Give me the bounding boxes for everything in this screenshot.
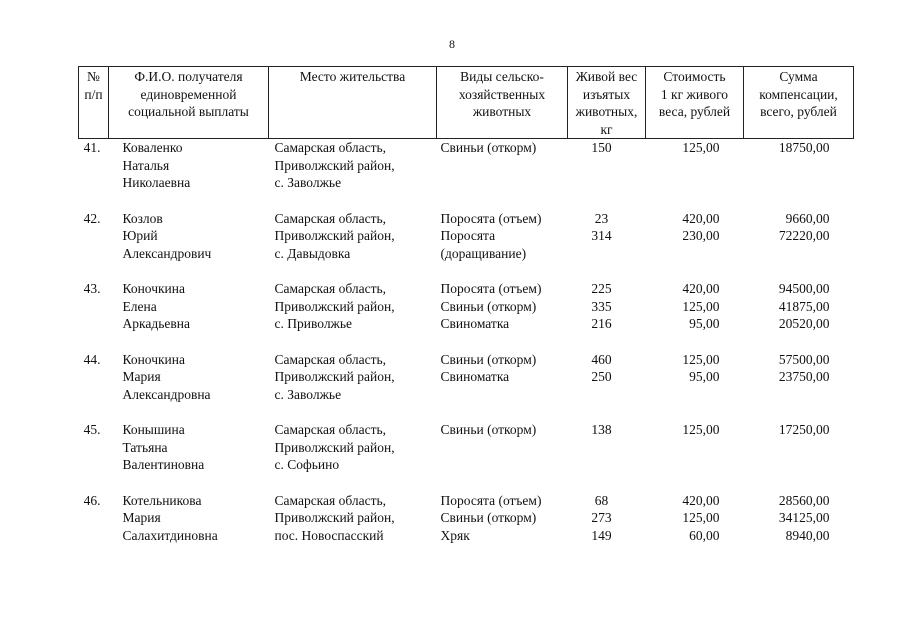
header-cost-line: веса, рублей bbox=[658, 104, 731, 119]
compensation-sum-cell bbox=[744, 139, 854, 210]
live-weight-line: 23 bbox=[594, 210, 609, 226]
animal-type-line: Поросята (отъем) bbox=[440, 210, 542, 226]
header-residence bbox=[269, 67, 437, 139]
recipient-name-line: Елена bbox=[122, 298, 157, 314]
live-weight-line: 460 bbox=[591, 351, 612, 367]
live-weight-cell bbox=[568, 139, 646, 210]
header-animal-type-line: Виды сельско- bbox=[460, 69, 544, 84]
compensation-sum-line: 28560,00 bbox=[778, 492, 830, 508]
compensation-sum-line: 20520,00 bbox=[778, 316, 830, 331]
cost-per-kg-line: 125,00 bbox=[682, 510, 720, 525]
residence-line: с. Давыдовка bbox=[274, 245, 351, 261]
recipient-name-line: Николаевна bbox=[122, 175, 191, 190]
cost-per-kg-line: 125,00 bbox=[682, 351, 720, 367]
residence-line: пос. Новоспасский bbox=[274, 527, 384, 543]
compensation-sum-cell bbox=[744, 351, 854, 422]
header-name-line: единовременной bbox=[140, 86, 237, 102]
live-weight-line: 138 bbox=[591, 422, 612, 437]
live-weight-line: 250 bbox=[591, 369, 612, 384]
recipient-name-cell bbox=[109, 210, 269, 281]
compensation-sum-line: 17250,00 bbox=[778, 422, 830, 437]
residence-line: Приволжский район, bbox=[274, 510, 395, 525]
header-sum-line: всего, рублей bbox=[760, 104, 837, 119]
animal-type-line: (доращивание) bbox=[440, 245, 527, 261]
record-number-cell: 41. bbox=[83, 140, 101, 155]
cost-per-kg-line: 230,00 bbox=[682, 228, 720, 243]
recipient-name-line: Козлов bbox=[122, 210, 163, 226]
recipient-name-line: Наталья bbox=[122, 157, 170, 173]
residence-cell bbox=[269, 139, 437, 210]
recipient-name-line: Татьяна bbox=[122, 439, 168, 455]
header-cost bbox=[646, 67, 744, 139]
header-weight-line: животных, bbox=[575, 104, 638, 119]
live-weight-cell bbox=[568, 280, 646, 351]
residence-line: Самарская область, bbox=[274, 492, 387, 508]
residence-cell bbox=[269, 210, 437, 281]
cost-per-kg-cell bbox=[646, 492, 744, 563]
record-number-cell: 45. bbox=[83, 422, 101, 437]
header-weight-line: кг bbox=[600, 121, 613, 137]
cost-per-kg-cell bbox=[646, 351, 744, 422]
header-animal-type-line: животных bbox=[472, 104, 532, 119]
residence-line: Приволжский район, bbox=[274, 157, 395, 173]
live-weight-cell bbox=[568, 210, 646, 281]
animal-type-line: Свиньи (откорм) bbox=[440, 510, 537, 525]
live-weight-line: 150 bbox=[591, 140, 612, 155]
recipient-name-line: Юрий bbox=[122, 228, 158, 243]
live-weight-line: 216 bbox=[591, 316, 612, 331]
recipient-name-cell bbox=[109, 421, 269, 492]
cost-per-kg-line: 420,00 bbox=[682, 492, 720, 508]
header-name-line: социальной выплаты bbox=[128, 104, 249, 119]
cost-per-kg-line: 125,00 bbox=[682, 140, 720, 155]
header-sum bbox=[744, 67, 854, 139]
record-number-cell: 44. bbox=[83, 351, 101, 367]
table-row bbox=[79, 139, 854, 210]
cost-per-kg-line: 420,00 bbox=[682, 281, 720, 296]
recipient-name-cell bbox=[109, 280, 269, 351]
header-residence-line: Место жительства bbox=[299, 69, 406, 84]
table-row bbox=[79, 351, 854, 422]
header-cost-line: Стоимость bbox=[663, 69, 726, 84]
cost-per-kg-cell bbox=[646, 139, 744, 210]
table-row bbox=[79, 492, 854, 563]
recipient-name-line: Коваленко bbox=[122, 140, 183, 155]
header-animal-type bbox=[437, 67, 568, 139]
recipient-name-line: Салахитдиновна bbox=[122, 527, 218, 543]
record-number-cell: 43. bbox=[83, 281, 101, 296]
animal-type-cell bbox=[437, 139, 568, 210]
residence-line: Приволжский район, bbox=[274, 369, 395, 384]
animal-type-line: Свиньи (откорм) bbox=[440, 351, 537, 367]
recipient-name-cell bbox=[109, 351, 269, 422]
compensation-sum-line: 18750,00 bbox=[778, 140, 830, 155]
cost-per-kg-line: 95,00 bbox=[689, 316, 720, 331]
table-header-row bbox=[79, 67, 854, 139]
compensation-sum-line: 23750,00 bbox=[778, 369, 830, 384]
table-row bbox=[79, 421, 854, 492]
table-body bbox=[79, 139, 854, 563]
recipient-name-line: Валентиновна bbox=[122, 457, 205, 472]
residence-line: Самарская область, bbox=[274, 140, 387, 155]
table-row bbox=[79, 280, 854, 351]
recipient-name-cell bbox=[109, 492, 269, 563]
residence-cell bbox=[269, 492, 437, 563]
residence-line: с. Софьино bbox=[274, 457, 340, 472]
residence-cell bbox=[269, 280, 437, 351]
animal-type-cell bbox=[437, 421, 568, 492]
recipient-name-line: Мария bbox=[122, 510, 161, 525]
live-weight-line: 225 bbox=[591, 281, 612, 296]
compensation-sum-line: 9660,00 bbox=[785, 210, 830, 226]
compensation-sum-cell bbox=[744, 492, 854, 563]
cost-per-kg-line: 60,00 bbox=[689, 527, 720, 543]
animal-type-line: Свиньи (откорм) bbox=[440, 422, 537, 437]
page-number: 8 bbox=[449, 37, 455, 51]
compensation-sum-cell bbox=[744, 421, 854, 492]
cost-per-kg-line: 125,00 bbox=[682, 422, 720, 437]
recipient-name-cell bbox=[109, 139, 269, 210]
animal-type-line: Поросята (отъем) bbox=[440, 492, 542, 508]
header-num-line: № bbox=[87, 69, 100, 84]
cost-per-kg-line: 420,00 bbox=[682, 210, 720, 226]
compensation-sum-line: 94500,00 bbox=[778, 281, 830, 296]
compensation-sum-line: 57500,00 bbox=[778, 351, 830, 367]
animal-type-cell bbox=[437, 210, 568, 281]
header-weight-line: Живой вес bbox=[575, 69, 638, 84]
header-weight-line: изъятых bbox=[582, 86, 631, 102]
compensation-sum-cell bbox=[744, 210, 854, 281]
recipient-name-line: Мария bbox=[122, 369, 161, 384]
header-cost-line: 1 кг живого bbox=[660, 86, 729, 102]
cost-per-kg-cell bbox=[646, 280, 744, 351]
animal-type-line: Свиньи (откорм) bbox=[440, 298, 537, 314]
animal-type-line: Поросята (отъем) bbox=[440, 281, 542, 296]
live-weight-line: 68 bbox=[594, 492, 609, 508]
header-num bbox=[79, 67, 109, 139]
recipient-name-line: Котельникова bbox=[122, 492, 202, 508]
animal-type-cell bbox=[437, 280, 568, 351]
residence-cell bbox=[269, 351, 437, 422]
animal-type-line: Хряк bbox=[440, 527, 470, 543]
residence-line: с. Приволжье bbox=[274, 316, 353, 331]
residence-line: Самарская область, bbox=[274, 210, 387, 226]
record-number-cell: 46. bbox=[83, 492, 101, 508]
live-weight-cell bbox=[568, 492, 646, 563]
animal-type-line: Свиньи (откорм) bbox=[440, 140, 537, 155]
residence-line: Приволжский район, bbox=[274, 228, 395, 243]
residence-line: Самарская область, bbox=[274, 422, 387, 437]
live-weight-line: 273 bbox=[591, 510, 612, 525]
header-name bbox=[109, 67, 269, 139]
residence-line: Самарская область, bbox=[274, 351, 387, 367]
animal-type-line: Поросята bbox=[440, 228, 496, 243]
recipient-name-line: Александрович bbox=[122, 245, 212, 261]
residence-line: с. Заволжье bbox=[274, 386, 342, 402]
recipient-name-line: Аркадьевна bbox=[122, 316, 190, 331]
header-num-line: п/п bbox=[84, 86, 103, 102]
residence-line: с. Заволжье bbox=[274, 175, 342, 190]
cost-per-kg-cell bbox=[646, 210, 744, 281]
header-weight bbox=[568, 67, 646, 139]
cost-per-kg-line: 125,00 bbox=[682, 298, 720, 314]
animal-type-line: Свиноматка bbox=[440, 369, 510, 384]
animal-type-cell bbox=[437, 492, 568, 563]
record-number-cell: 42. bbox=[83, 210, 101, 226]
recipients-table bbox=[78, 66, 854, 562]
live-weight-line: 149 bbox=[591, 527, 612, 543]
compensation-sum-line: 41875,00 bbox=[778, 298, 830, 314]
cost-per-kg-line: 95,00 bbox=[689, 369, 720, 384]
compensation-sum-line: 72220,00 bbox=[778, 228, 830, 243]
recipient-name-line: Александровна bbox=[122, 386, 211, 402]
header-name-line: Ф.И.О. получателя bbox=[134, 69, 243, 84]
recipient-name-line: Конышина bbox=[122, 422, 185, 437]
residence-line: Приволжский район, bbox=[274, 298, 395, 314]
table-row bbox=[79, 210, 854, 281]
compensation-sum-cell bbox=[744, 280, 854, 351]
residence-line: Приволжский район, bbox=[274, 439, 395, 455]
live-weight-line: 314 bbox=[591, 228, 612, 243]
recipient-name-line: Коночкина bbox=[122, 281, 185, 296]
residence-line: Самарская область, bbox=[274, 281, 387, 296]
animal-type-line: Свиноматка bbox=[440, 316, 510, 331]
cost-per-kg-cell bbox=[646, 421, 744, 492]
live-weight-line: 335 bbox=[591, 298, 612, 314]
recipient-name-line: Коночкина bbox=[122, 351, 185, 367]
live-weight-cell bbox=[568, 351, 646, 422]
residence-cell bbox=[269, 421, 437, 492]
live-weight-cell bbox=[568, 421, 646, 492]
header-animal-type-line: хозяйственных bbox=[458, 86, 546, 102]
compensation-sum-line: 34125,00 bbox=[778, 510, 830, 525]
animal-type-cell bbox=[437, 351, 568, 422]
header-sum-line: компенсации, bbox=[759, 86, 838, 102]
header-sum-line: Сумма bbox=[779, 69, 818, 84]
compensation-sum-line: 8940,00 bbox=[785, 527, 830, 543]
